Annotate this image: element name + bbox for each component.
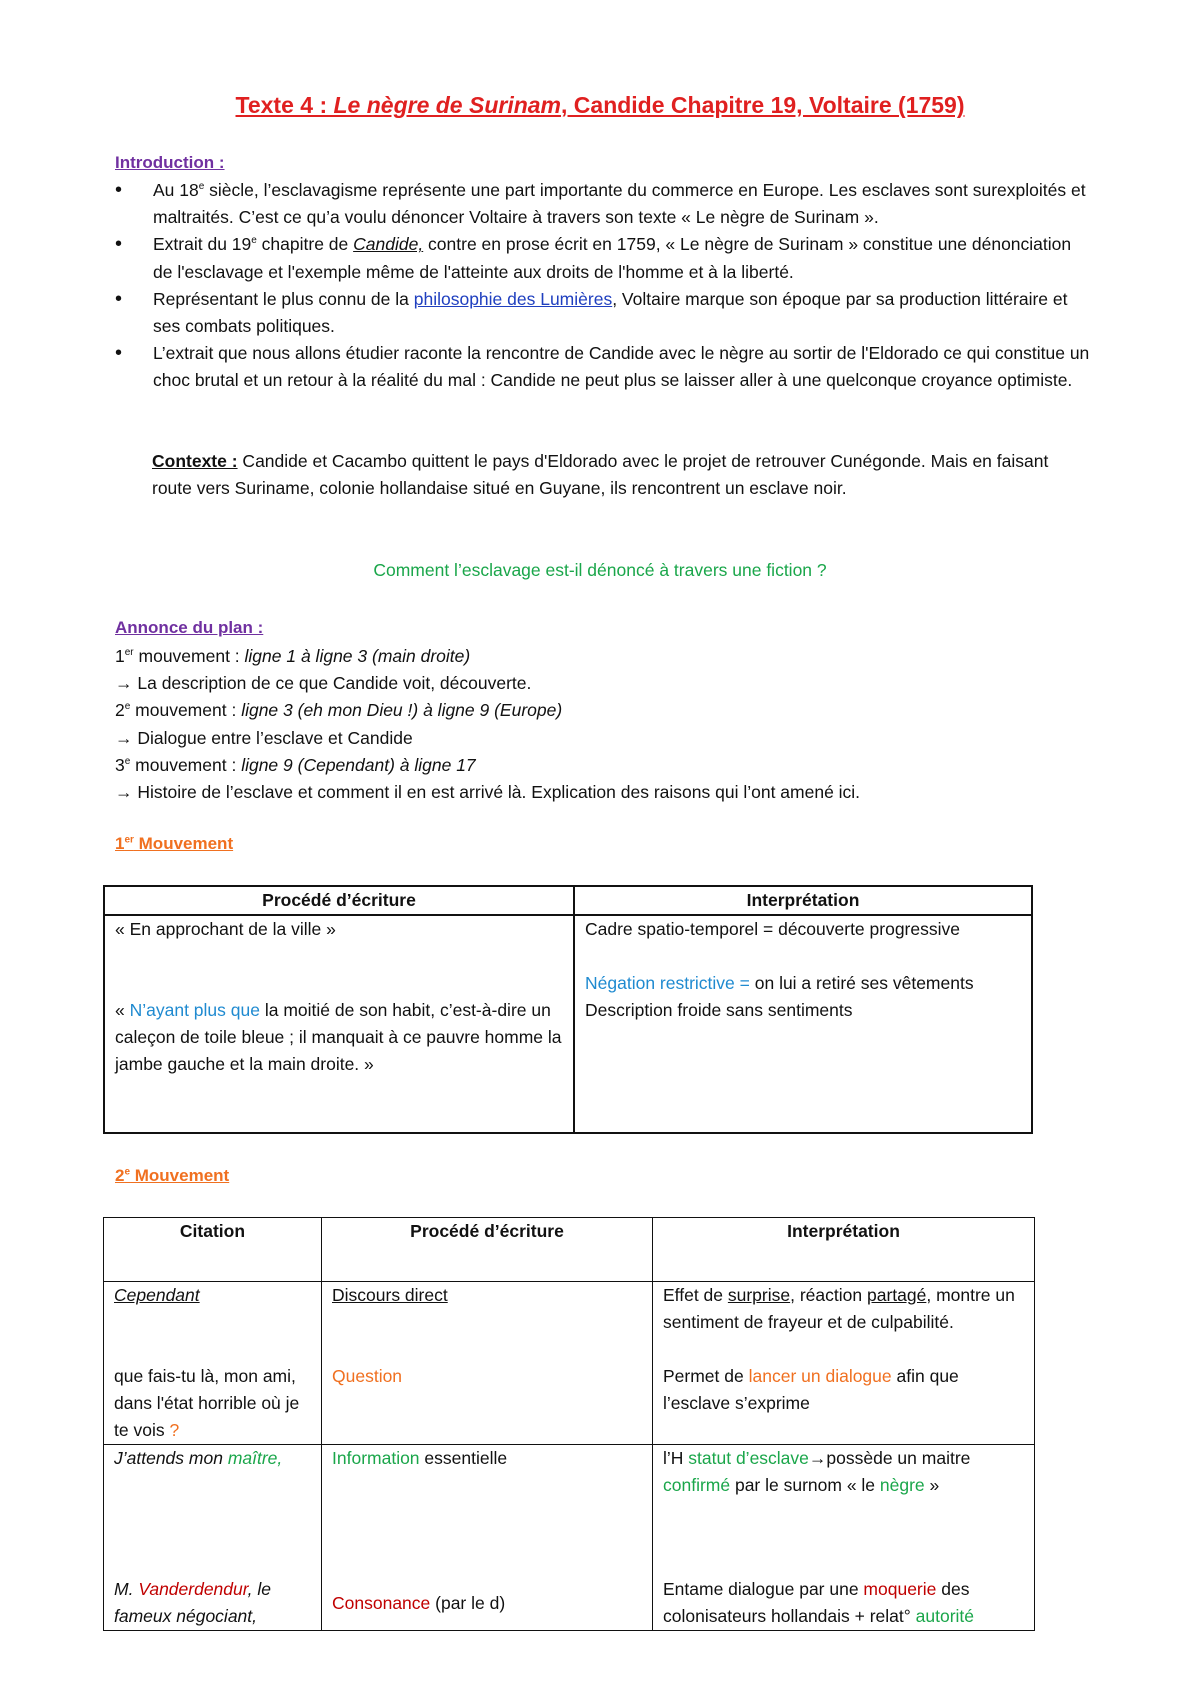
arrow-icon: → bbox=[115, 727, 133, 748]
lumieres-link[interactable]: philosophie des Lumières bbox=[413, 288, 613, 309]
table-cell: Effet de surprise, réaction partagé, montre un sentiment de frayeur et de culpabilité. Permet de lancer un dialogue afin que l’esclave s’exprime bbox=[653, 1282, 1035, 1445]
intro-heading: Introduction : bbox=[115, 153, 225, 172]
table-cell: J’attends mon maître, M. Vanderdendur, le fameux négociant, bbox=[104, 1445, 322, 1631]
table-header: Procédé d’écriture bbox=[322, 1218, 653, 1282]
table-header: Citation bbox=[104, 1218, 322, 1282]
table-cell: Discours direct Question bbox=[322, 1282, 653, 1445]
table-cell: Cependant que fais-tu là, mon ami, dans l'état horrible où je te vois ? bbox=[104, 1282, 322, 1445]
plan-m1: 1er mouvement : ligne 1 à ligne 3 (main droite) bbox=[115, 646, 471, 666]
list-item: • Extrait du 19e chapitre de Candide, contre en prose écrit en 1759, « Le nègre de Surinam » constitue une dénonciation de l'esclavage et l'exemple même de l'atteinte aux droits de l'homme et à la liberté. bbox=[115, 231, 1095, 285]
plan-m2-desc: → Dialogue entre l’esclave et Candide bbox=[115, 727, 413, 748]
page-title: Texte 4 : Le nègre de Surinam, Candide Chapitre 19, Voltaire (1759) bbox=[235, 92, 965, 118]
arrow-icon: → bbox=[808, 1448, 827, 1468]
table-row bbox=[104, 1282, 1035, 1445]
plan-list bbox=[115, 643, 860, 806]
table-header: Procédé d’écriture bbox=[104, 886, 574, 915]
list-item: • L’extrait que nous allons étudier raconte la rencontre de Candide avec le nègre au sortir de l'Eldorado ce qui constitue un choc brutal et un retour à la réalité du mal : Candide ne peut plus se laisser aller à une quelconque croyance optimiste. bbox=[115, 340, 1095, 394]
table-header: Interprétation bbox=[574, 886, 1032, 915]
table-header: Interprétation bbox=[653, 1218, 1035, 1282]
mvt1-table bbox=[103, 885, 1033, 1134]
mvt1-heading: 1er Mouvement bbox=[115, 834, 234, 853]
plan-m3: 3e mouvement : ligne 9 (Cependant) à ligne 17 bbox=[115, 754, 476, 775]
plan-m1-desc: → La description de ce que Candide voit, découverte. bbox=[115, 673, 532, 694]
table-cell: l’H statut d’esclave→possède un maitre confirmé par le surnom « le nègre » Entame dialogue par une moquerie des colonisateurs hollandais + relat° autorité bbox=[653, 1445, 1035, 1631]
context-paragraph: Contexte : Candide et Cacambo quittent le pays d'Eldorado avec le projet de retrouver Cunégonde. Mais en faisant route vers Suriname, colonie hollandaise situé en Guyane, ils rencontrent un esclave noir. bbox=[152, 451, 1049, 499]
table-cell: Cadre spatio-temporel = découverte progressive Négation restrictive = on lui a retiré ses vêtements Description froide sans sentiments bbox=[574, 915, 1032, 1133]
arrow-icon: → bbox=[115, 673, 133, 694]
intro-bullet-list bbox=[115, 177, 1095, 395]
mvt2-heading: 2e Mouvement bbox=[115, 1166, 230, 1185]
table-row bbox=[104, 1445, 1035, 1631]
arrow-icon: → bbox=[115, 782, 133, 803]
list-item: • Au 18e siècle, l’esclavagisme représente une part importante du commerce en Europe. Les esclaves sont surexploités et maltraités. C’est ce qu’a voulu dénoncer Voltaire à travers son texte « Le nègre de Surinam ». bbox=[115, 177, 1095, 231]
table-cell: Information essentielle Consonance (par le d) bbox=[322, 1445, 653, 1631]
mvt2-table bbox=[103, 1217, 1035, 1631]
plan-heading: Annonce du plan : bbox=[115, 618, 264, 637]
list-item: • Représentant le plus connu de la philosophie des Lumières, Voltaire marque son époque par sa production littéraire et ses combats politiques. bbox=[115, 286, 1095, 340]
plan-m3-desc: → Histoire de l’esclave et comment il en est arrivé là. Explication des raisons qui l’ont amené ici. bbox=[115, 782, 861, 803]
problematique: Comment l’esclavage est-il dénoncé à travers une fiction ? bbox=[373, 560, 827, 580]
context-label: Contexte : bbox=[152, 451, 238, 471]
table-cell: « En approchant de la ville » « N’ayant plus que la moitié de son habit, c’est-à-dire un caleçon de toile bleue ; il manquait à ce pauvre homme la jambe gauche et la main droite. » bbox=[104, 915, 574, 1133]
plan-m2: 2e mouvement : ligne 3 (eh mon Dieu !) à ligne 9 (Europe) bbox=[115, 700, 563, 721]
